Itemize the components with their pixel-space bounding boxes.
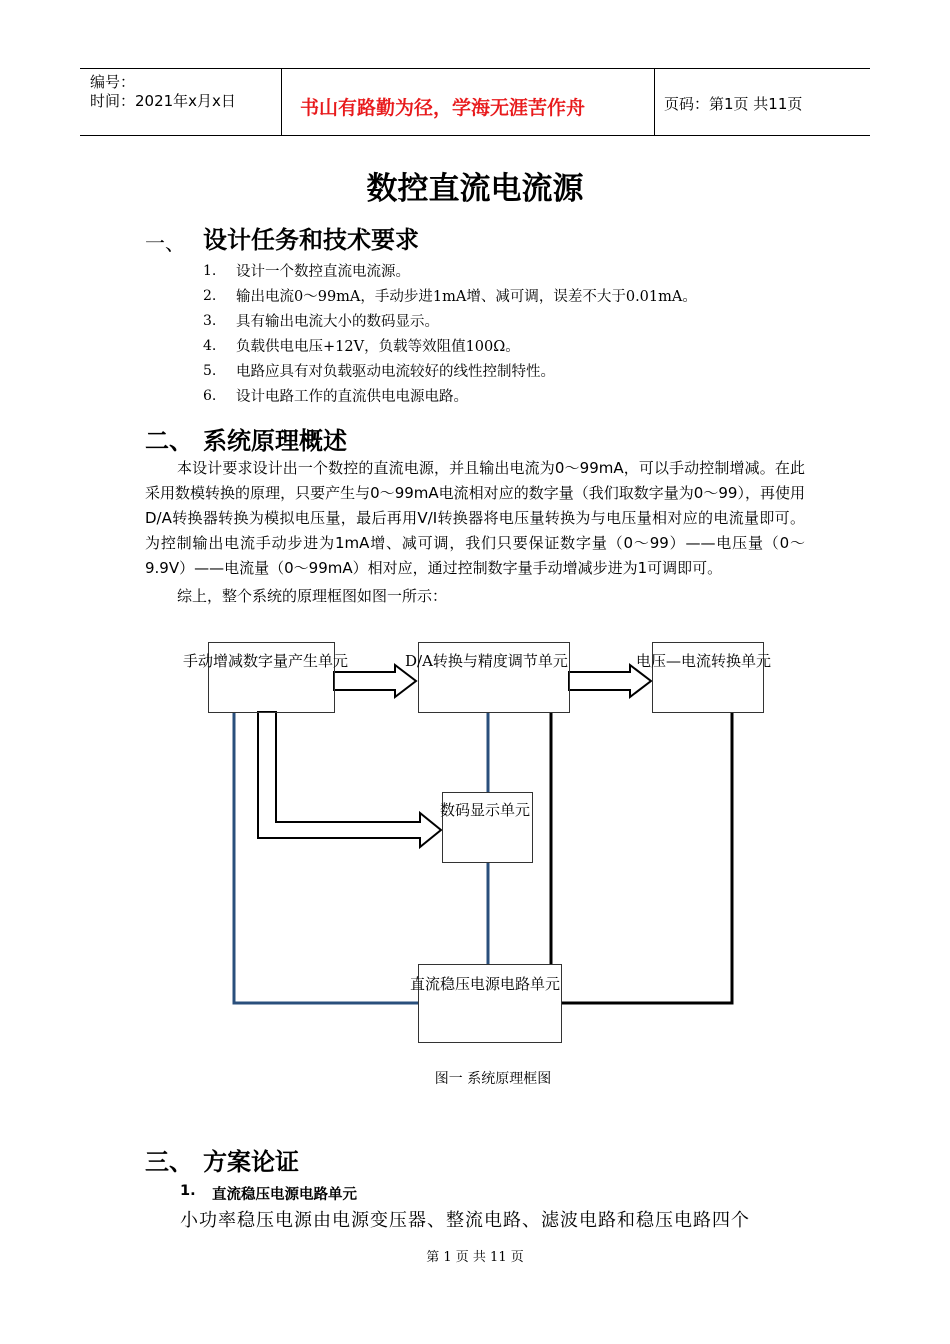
paragraph: 本设计要求设计出一个数控的直流电源，并且输出电流为0～99mA，可以手动控制增减。在此采用数模转换的原理，只要产生与0～99mA电流相对应的数字量（我们取数字量为0～99），再使用D/A转换器转换为模拟电压量，最后再用V/I转换器将电压量转换为与电压量相对应的电流量即可。为控制输出电流手动步进为1mA增、减可调，我们只要保证数字量（0～99）——电压量（0～9.9V）——电流量（0～99mA）相对应，通过控制数字量手动增减步进为1可调即可。 [145,459,805,577]
subsection-title: 直流稳压电源电路单元 [212,1187,357,1203]
subsection-number: 1. [180,1183,196,1199]
list-item-number: 6. [203,388,217,404]
list-item: 具有输出电流大小的数码显示。 [236,314,439,330]
section-2-title: 系统原理概述 [203,427,347,455]
header-page-info: 页码：第1页 共11页 [664,95,803,113]
list-item-number: 4. [203,338,217,354]
arrow-icon [258,712,441,847]
label-display: 数码显示单元 [440,801,531,819]
list-item: 输出电流0～99mA，手动步进1mA增、减可调，误差不大于0.01mA。 [236,289,697,305]
paragraph: 小功率稳压电源由电源变压器、整流电路、滤波电路和稳压电路四个 [180,1210,750,1231]
list-item: 电路应具有对负载驱动电流较好的线性控制特性。 [236,364,555,380]
header-number: 编号： [90,73,136,91]
paragraph: 综上，整个系统的原理框图如图一所示： [177,587,448,605]
header-time: 时间：2021年x月x日 [90,92,236,110]
document-title: 数控直流电流源 [366,171,584,207]
section-3-title: 方案论证 [203,1148,299,1176]
label-digital-generator: 手动增减数字量产生单元 [183,652,349,670]
section-1-number: 一、 [145,231,185,255]
page-footer: 第 1 页 共 11 页 [426,1250,524,1265]
list-item-number: 3. [203,313,217,329]
header-motto: 书山有路勤为径，学海无涯苦作舟 [300,97,586,119]
list-item: 设计一个数控直流电流源。 [236,264,410,280]
label-power-supply: 直流稳压电源电路单元 [410,975,561,993]
list-item-number: 2. [203,288,217,304]
list-item: 设计电路工作的直流供电电源电路。 [236,389,468,405]
power-wire [561,712,732,1003]
section-3-number: 三、 [145,1148,193,1176]
list-item-number: 5. [203,363,217,379]
label-vi-converter: 电压—电流转换单元 [636,652,772,670]
section-2-number: 二、 [145,427,193,455]
list-item: 负载供电电压+12V，负载等效阻值100Ω。 [236,339,520,355]
section-1-title: 设计任务和技术要求 [203,226,419,254]
label-da-converter: D/A转换与精度调节单元 [405,652,568,670]
figure-caption: 图一 系统原理框图 [434,1071,552,1087]
list-item-number: 1. [203,263,217,279]
